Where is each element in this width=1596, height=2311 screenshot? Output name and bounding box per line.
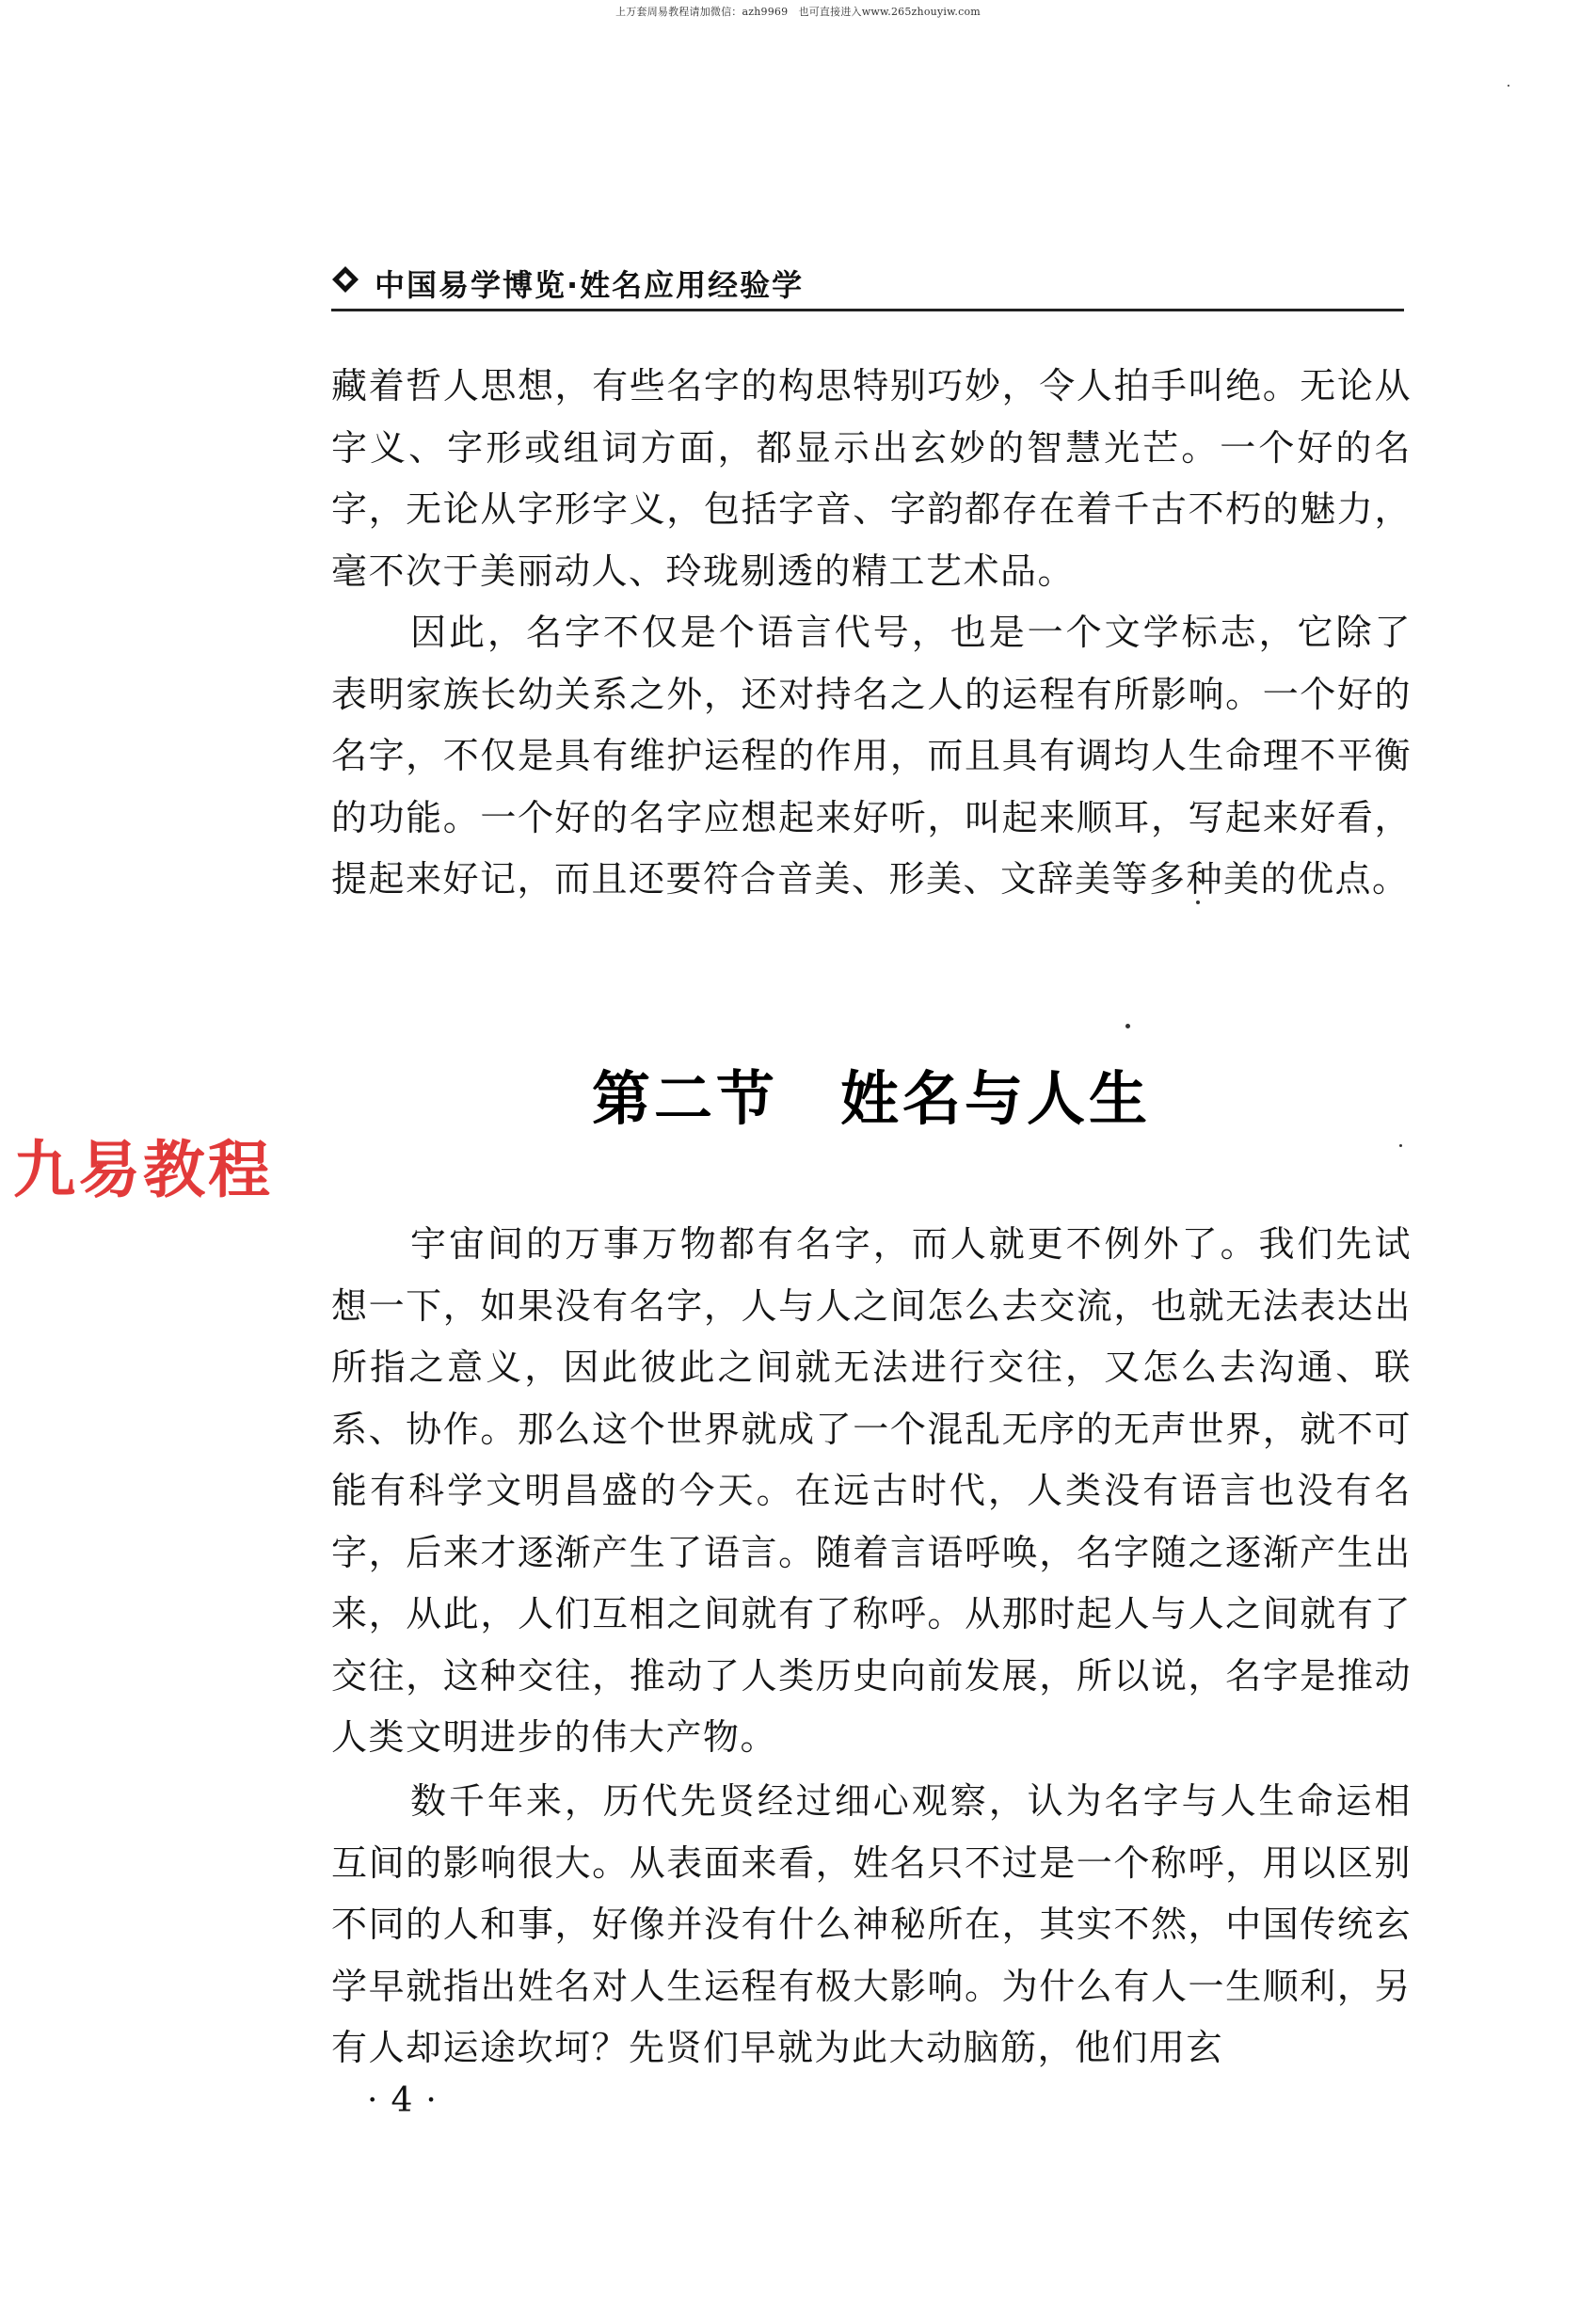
scan-speck bbox=[1508, 85, 1509, 87]
diamond-ornament-icon bbox=[331, 265, 359, 294]
scan-speck bbox=[1399, 1144, 1402, 1147]
watermark: 九易教程 bbox=[13, 1134, 273, 1206]
paragraph-1: 藏着哲人思想，有些名字的构思特别巧妙，令人拍手叫绝。无论从字义、字形或组词方面，都显示出玄妙的智慧光芒。一个好的名字，无论从字形字义，包括字音、字韵都存在着千古不朽的魅力，毫不次于美丽动人、玲珑剔透的精工艺术品。 bbox=[331, 365, 1412, 592]
top-note: 上万套周易教程请加微信：azh9969 也可直接进入www.265zhouyiw.com bbox=[615, 6, 981, 18]
scan-speck bbox=[1125, 1024, 1130, 1028]
running-header bbox=[331, 254, 1404, 311]
section-title: 第二节 姓名与人生 bbox=[591, 1064, 1151, 1133]
paragraph-4: 数千年来，历代先贤经过细心观察，认为名字与人生命运相互间的影响很大。从表面来看，姓名只不过是一个称呼，用以区别不同的人和事，好像并没有什么神秘所在，其实不然，中国传统玄学早就指出姓名对人生运程有极大影响。为什么有人一生顺利，另有人却运途坎坷？先贤们早就为此大动脑筋，他们用玄 bbox=[331, 1780, 1412, 2068]
page-number: ·4· bbox=[367, 2081, 450, 2120]
paragraph-3: 宇宙间的万事万物都有名字，而人就更不例外了。我们先试想一下，如果没有名字，人与人之间怎么去交流，也就无法表达出所指之意义，因此彼此之间就无法进行交往，又怎么去沟通、联系、协作。那么这个世界就成了一个混乱无序的无声世界，就不可能有科学文明昌盛的今天。在远古时代，人类没有语言也没有名字，后来才逐渐产生了语言。随着言语呼唤，名字随之逐渐产生出来，从此，人们互相之间就有了称呼。从那时起人与人之间就有了交往，这种交往，推动了人类历史向前发展，所以说，名字是推动人类文明进步的伟大产物。 bbox=[331, 1223, 1412, 1758]
header-rule bbox=[331, 309, 1404, 311]
scan-speck bbox=[1196, 900, 1200, 904]
paragraph-2: 因此，名字不仅是个语言代号，也是一个文学标志，它除了表明家族长幼关系之外，还对持名之人的运程有所影响。一个好的名字，不仅是具有维护运程的作用，而且具有调均人生命理不平衡的功能。一个好的名字应想起来好听，叫起来顺耳，写起来好看，提起来好记，而且还要符合音美、形美、文辞美等多种美的优点。 bbox=[331, 612, 1412, 900]
header-title: 中国易学博览·姓名应用经验学 bbox=[375, 267, 805, 303]
